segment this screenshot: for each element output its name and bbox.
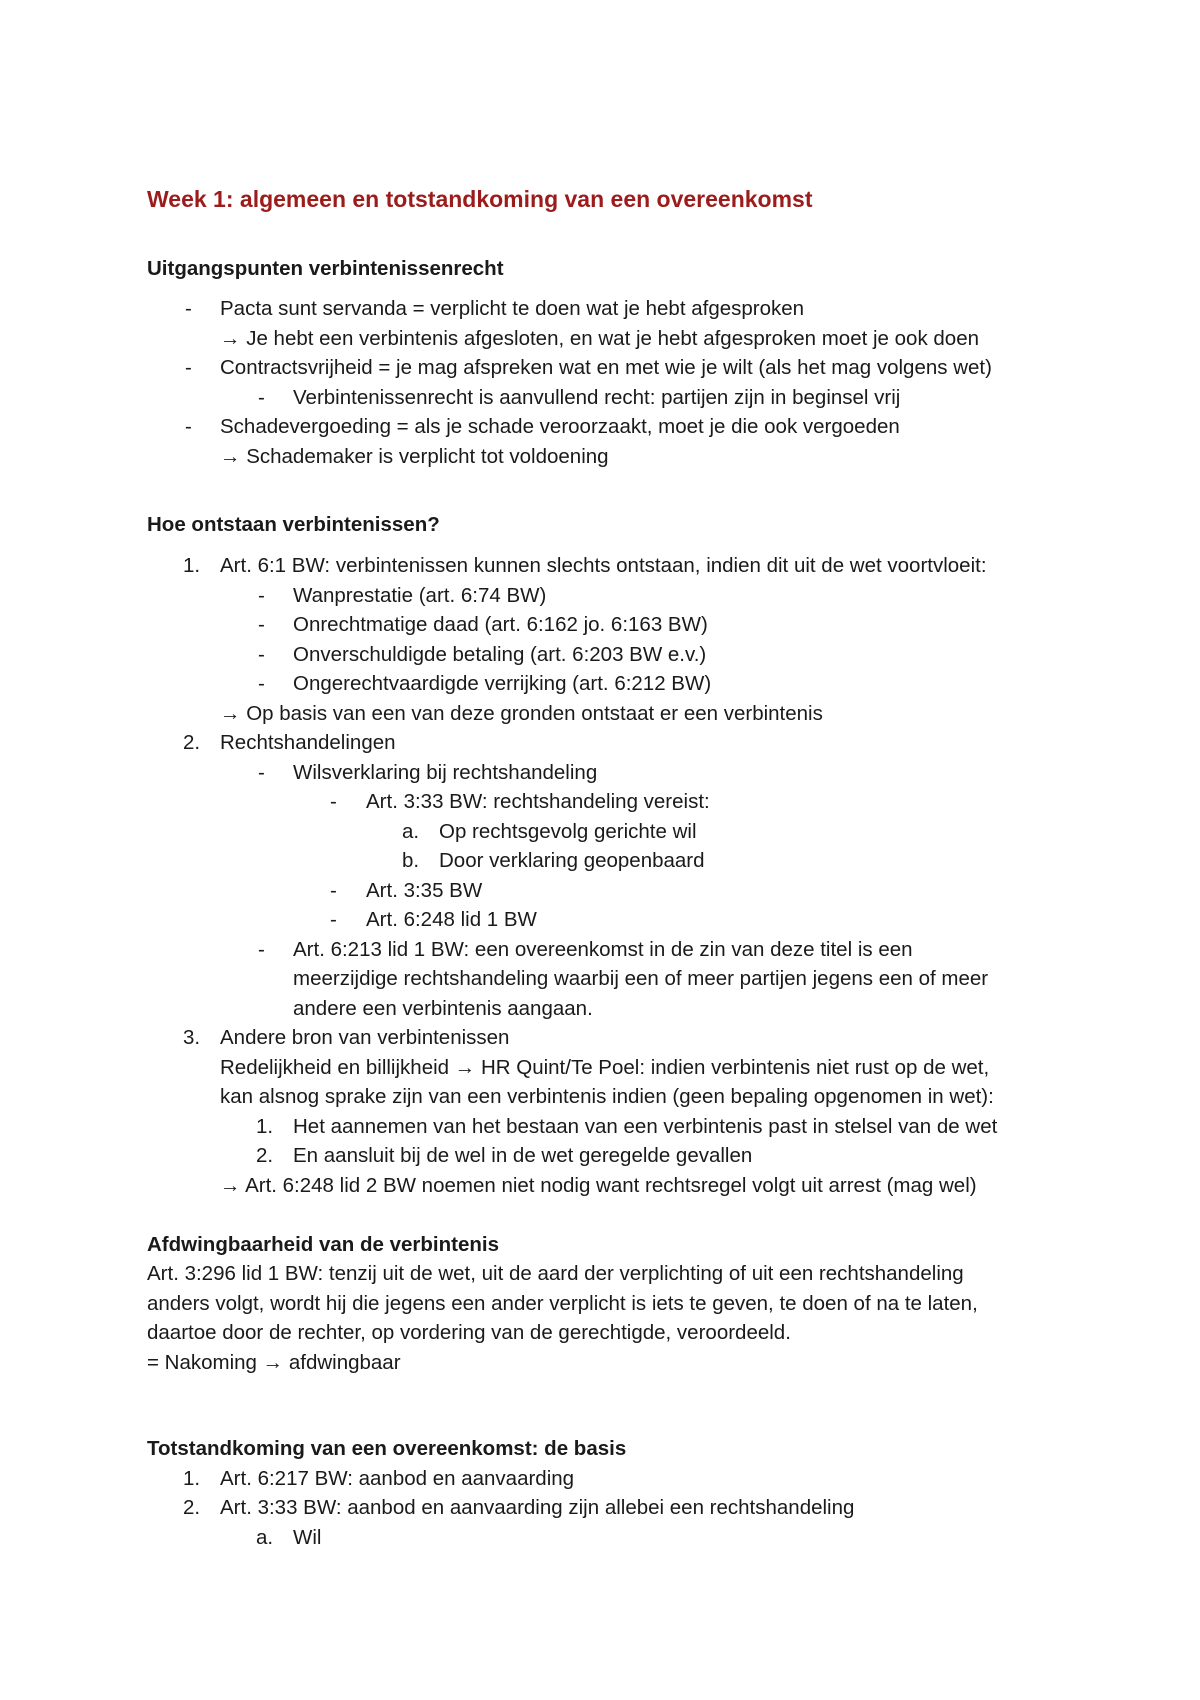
list-item: Door verklaring geopenbaard: [439, 849, 705, 872]
list-item: En aansluit bij de wel in de wet geregelde gevallen: [293, 1144, 753, 1167]
list-marker: -: [258, 386, 265, 409]
list-marker: -: [330, 908, 337, 931]
list-marker: 1.: [183, 554, 201, 577]
paragraph-line: daartoe door de rechter, op vordering van de gerechtigde, veroordeeld.: [147, 1321, 791, 1344]
list-marker: 2.: [256, 1144, 274, 1167]
list-marker: 2.: [183, 1496, 201, 1519]
list-item: Schadevergoeding = als je schade veroorzaakt, moet je die ook vergoeden: [220, 415, 900, 438]
list-marker: -: [330, 790, 337, 813]
list-item: Art. 3:35 BW: [366, 879, 483, 902]
list-item: Art. 6:248 lid 1 BW: [366, 908, 537, 931]
list-marker: b.: [402, 849, 420, 872]
list-item-continued: kan alsnog sprake zijn van een verbintenis indien (geen bepaling opgenomen in wet):: [220, 1085, 994, 1108]
list-marker: -: [330, 879, 337, 902]
paragraph-line: Art. 3:296 lid 1 BW: tenzij uit de wet, uit de aard der verplichting of uit een rechtshandeling: [147, 1262, 964, 1285]
list-item-continued: meerzijdige rechtshandeling waarbij een of meer partijen jegens een of meer: [293, 967, 989, 990]
list-item-continued: Redelijkheid en billijkheid → HR Quint/Te Poel: indien verbintenis niet rust op de wet,: [220, 1056, 990, 1079]
list-item: Verbintenissenrecht is aanvullend recht: partijen zijn in beginsel vrij: [293, 386, 901, 409]
list-marker: -: [258, 584, 265, 607]
list-item: Onrechtmatige daad (art. 6:162 jo. 6:163 BW): [293, 613, 708, 636]
list-marker: a.: [402, 820, 420, 843]
list-marker: -: [258, 672, 265, 695]
list-marker: -: [185, 356, 192, 379]
list-item: Art. 6:217 BW: aanbod en aanvaarding: [220, 1467, 575, 1490]
list-item: Wilsverklaring bij rechtshandeling: [293, 761, 598, 784]
list-item: Pacta sunt servanda = verplicht te doen wat je hebt afgesproken: [220, 297, 805, 320]
section-heading-ontstaan: Hoe ontstaan verbintenissen?: [147, 513, 440, 536]
paragraph-line: anders volgt, wordt hij die jegens een ander verplicht is iets te geven, te doen of na te laten,: [147, 1292, 978, 1315]
list-item: Rechtshandelingen: [220, 731, 396, 754]
list-marker: a.: [256, 1526, 274, 1549]
list-item-note: → Op basis van een van deze gronden ontstaat er een verbintenis: [220, 702, 823, 725]
list-item: Art. 3:33 BW: rechtshandeling vereist:: [366, 790, 710, 813]
list-marker: -: [258, 643, 265, 666]
list-item-note: → Schademaker is verplicht tot voldoening: [220, 445, 609, 468]
section-heading-uitgangspunten: Uitgangspunten verbintenissenrecht: [147, 257, 504, 280]
list-item-note: → Je hebt een verbintenis afgesloten, en wat je hebt afgesproken moet je ook doen: [220, 327, 980, 350]
paragraph-line: = Nakoming → afdwingbaar: [147, 1351, 401, 1374]
list-item: Contractsvrijheid = je mag afspreken wat en met wie je wilt (als het mag volgens wet): [220, 356, 992, 379]
list-item: Art. 3:33 BW: aanbod en aanvaarding zijn allebei een rechtshandeling: [220, 1496, 855, 1519]
list-item: Het aannemen van het bestaan van een verbintenis past in stelsel van de wet: [293, 1115, 998, 1138]
list-marker: 2.: [183, 731, 201, 754]
list-marker: 1.: [256, 1115, 274, 1138]
section-heading-afdwingbaarheid: Afdwingbaarheid van de verbintenis: [147, 1233, 499, 1256]
page-title: Week 1: algemeen en totstandkoming van een overeenkomst: [147, 186, 813, 212]
section-heading-totstandkoming: Totstandkoming van een overeenkomst: de basis: [147, 1437, 627, 1460]
list-item: Wanprestatie (art. 6:74 BW): [293, 584, 547, 607]
list-item-continued: andere een verbintenis aangaan.: [293, 997, 593, 1020]
list-item: Andere bron van verbintenissen: [220, 1026, 510, 1049]
list-marker: 1.: [183, 1467, 201, 1490]
list-item: Wil: [293, 1526, 322, 1549]
list-item: Art. 6:213 lid 1 BW: een overeenkomst in de zin van deze titel is een: [293, 938, 913, 961]
list-marker: -: [185, 415, 192, 438]
list-marker: -: [258, 938, 265, 961]
list-marker: 3.: [183, 1026, 201, 1049]
list-item: Onverschuldigde betaling (art. 6:203 BW e.v.): [293, 643, 707, 666]
list-item: Ongerechtvaardigde verrijking (art. 6:212 BW): [293, 672, 712, 695]
list-item-note: → Art. 6:248 lid 2 BW noemen niet nodig want rechtsregel volgt uit arrest (mag wel): [220, 1174, 977, 1197]
list-item: Op rechtsgevolg gerichte wil: [439, 820, 697, 843]
list-marker: -: [185, 297, 192, 320]
list-marker: -: [258, 761, 265, 784]
list-marker: -: [258, 613, 265, 636]
list-item: Art. 6:1 BW: verbintenissen kunnen slechts ontstaan, indien dit uit de wet voortvloeit:: [220, 554, 987, 577]
